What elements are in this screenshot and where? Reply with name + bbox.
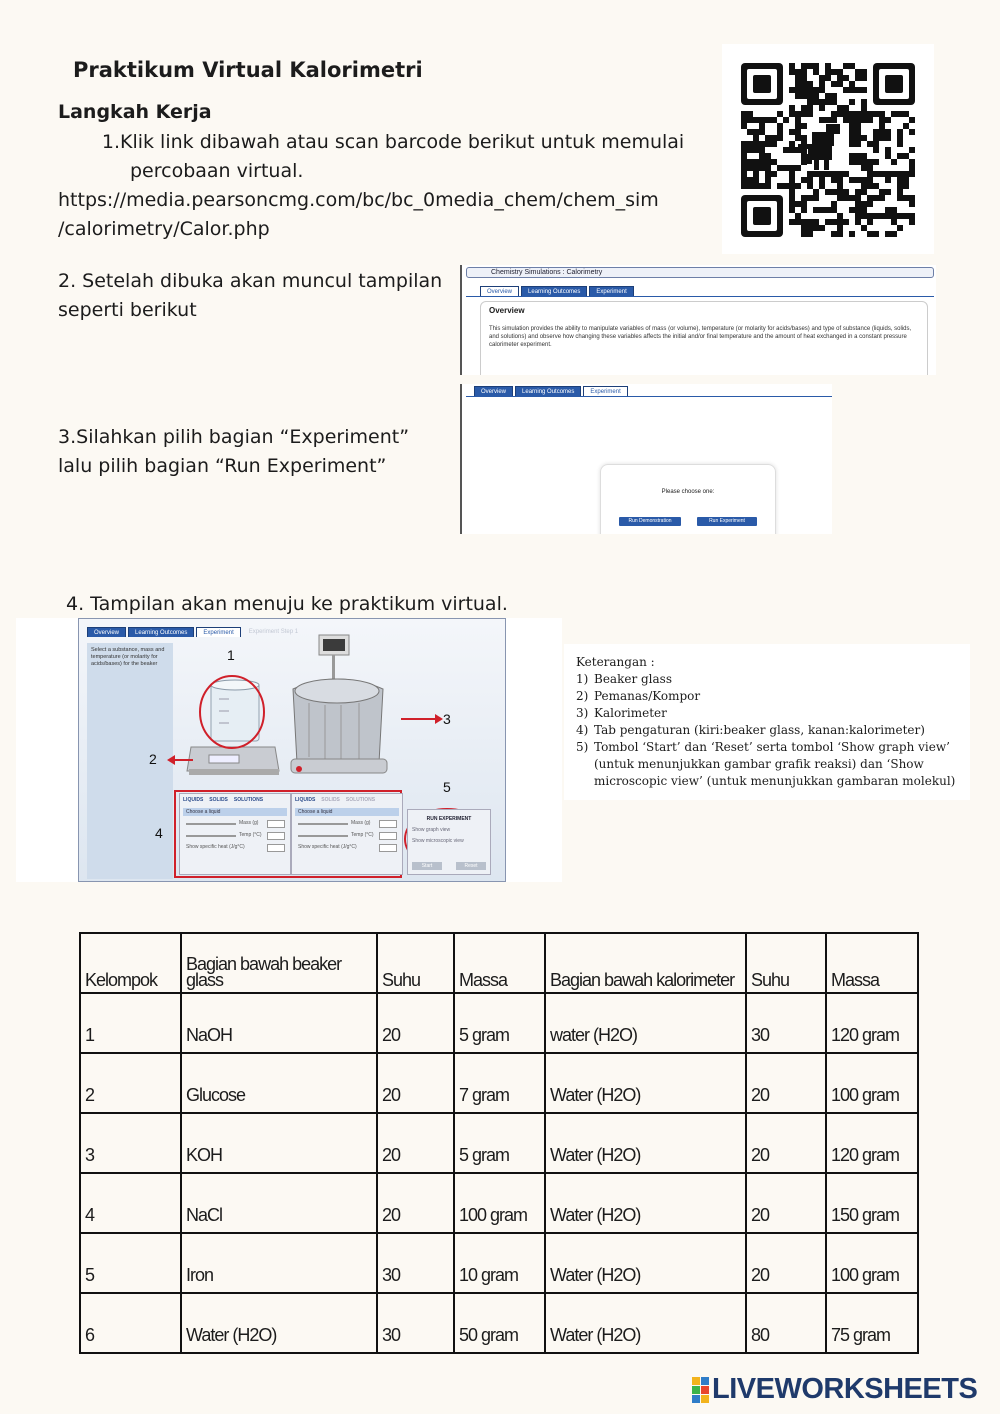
tab-divider — [466, 296, 934, 297]
table-cell: 20 — [746, 1113, 826, 1173]
label-2: 2 — [149, 751, 157, 767]
label-5: 5 — [443, 779, 451, 795]
table-cell: 30 — [746, 993, 826, 1053]
legend-item: 1) Beaker glass — [576, 672, 672, 686]
header-suhu: Suhu — [377, 933, 454, 993]
url-part-1[interactable]: https://media.pearsoncmg.com/bc/bc_0media_chem/chem_sim — [58, 189, 659, 211]
table-cell: 6 — [80, 1293, 181, 1353]
balance-icon — [187, 747, 279, 775]
mass-label: Mass (g) — [239, 820, 259, 826]
steps-heading: Langkah Kerja — [58, 101, 212, 123]
step-1 — [58, 128, 718, 244]
table-cell: Water (H2O) — [181, 1293, 377, 1353]
arrow-to-calorimeter-icon — [401, 714, 443, 724]
tab-solids: SOLIDS — [321, 797, 340, 803]
step-3 — [58, 423, 458, 481]
logo-grid-icon — [692, 1377, 709, 1403]
table-header-row — [80, 933, 918, 993]
specific-heat-label: Show specific heat (J/g°C) — [186, 844, 245, 850]
show-micro-option: Show microscopic view — [412, 838, 464, 844]
table-cell: Glucose — [181, 1053, 377, 1113]
table-cell: Water (H2O) — [545, 1233, 746, 1293]
header-kelompok: Kelompok — [80, 933, 181, 993]
tab-solids: SOLIDS — [209, 797, 228, 803]
table-cell: 20 — [746, 1053, 826, 1113]
table-row — [80, 1113, 918, 1173]
table-cell: 30 — [377, 1233, 454, 1293]
header-massa: Massa — [454, 933, 545, 993]
calorimeter-icon — [291, 635, 387, 773]
tab-solutions: SOLUTIONS — [233, 797, 264, 803]
table-cell: 20 — [377, 1173, 454, 1233]
table-cell: 100 gram — [454, 1173, 545, 1233]
sim-tabs — [480, 286, 634, 296]
table-cell: 5 gram — [454, 993, 545, 1053]
liquid-select: Choose a liquid — [183, 808, 287, 816]
step-3-line-2: lalu pilih bagian “Run Experiment” — [58, 455, 387, 477]
table-cell: 30 — [377, 1293, 454, 1353]
table-cell: 100 gram — [826, 1053, 918, 1113]
step-2-line-2: seperti berikut — [58, 299, 197, 321]
legend-heading: Keterangan : — [576, 655, 655, 669]
table-cell: 75 gram — [826, 1293, 918, 1353]
step-1-line-2 — [58, 157, 718, 186]
table-cell: 150 gram — [826, 1173, 918, 1233]
screenshot-simulation — [16, 618, 562, 882]
table-cell: 5 gram — [454, 1113, 545, 1173]
show-graph-option: Show graph view — [412, 827, 451, 833]
sim-instructions: Select a substance, mass and temperature (or molarity for acids/bases) for the beaker — [87, 643, 173, 879]
table-cell: 100 gram — [826, 1233, 918, 1293]
table-cell: 20 — [746, 1173, 826, 1233]
step-1-number: 1. — [101, 131, 120, 153]
tab-experiment: Experiment — [583, 386, 627, 396]
calorimeter-settings-panel — [291, 793, 403, 875]
table-cell: 20 — [377, 1053, 454, 1113]
page-title: Praktikum Virtual Kalorimetri — [73, 58, 423, 82]
step-2-line-1: 2. Setelah dibuka akan muncul tampilan — [58, 270, 443, 292]
table-cell: 1 — [80, 993, 181, 1053]
tab-experiment: Experiment — [196, 627, 240, 637]
tab-learning-outcomes: Learning Outcomes — [521, 286, 587, 296]
logo-text: LIVEWORKSHEETS — [712, 1373, 978, 1405]
specific-heat-label: Show specific heat (J/g°C) — [298, 844, 357, 850]
liveworksheets-logo — [692, 1373, 977, 1406]
table-row — [80, 1233, 918, 1293]
label-3: 3 — [443, 711, 451, 727]
sim-frame — [78, 618, 506, 882]
tab-liquids: LIQUIDS — [295, 797, 316, 803]
tab-liquids: LIQUIDS — [183, 797, 204, 803]
overview-heading: Overview — [489, 306, 525, 315]
table-cell: 4 — [80, 1173, 181, 1233]
beaker-settings-panel — [179, 793, 291, 875]
table-cell: 7 gram — [454, 1053, 545, 1113]
legend-item: 4) Tab pengaturan (kiri:beaker glass, kanan:kalorimeter) — [576, 723, 925, 737]
reset-button: Reset — [456, 862, 486, 870]
table-cell: 120 gram — [826, 1113, 918, 1173]
table-cell: 2 — [80, 1053, 181, 1113]
table-cell: Water (H2O) — [545, 1053, 746, 1113]
run-experiment-button: Run Experiment — [697, 517, 757, 526]
tab-experiment: Experiment — [589, 286, 633, 296]
table-cell: 20 — [377, 993, 454, 1053]
table-cell: 20 — [746, 1233, 826, 1293]
table-cell: 80 — [746, 1293, 826, 1353]
step-1-url[interactable] — [58, 186, 718, 215]
header-kalorimeter: Bagian bawah kalorimeter — [545, 933, 746, 993]
sim-tabs — [474, 386, 628, 396]
screenshot-overview — [460, 265, 936, 375]
header-massa: Massa — [826, 933, 918, 993]
table-row — [80, 993, 918, 1053]
tab-overview: Overview — [480, 286, 519, 296]
tab-learning-outcomes: Learning Outcomes — [515, 386, 581, 396]
temp-label: Temp (°C) — [351, 832, 374, 838]
table-cell: 5 — [80, 1233, 181, 1293]
table-cell: 3 — [80, 1113, 181, 1173]
tab-experiment-step: Experiment Step 1 — [248, 629, 299, 635]
label-1: 1 — [227, 647, 235, 663]
step-2 — [58, 267, 458, 325]
tab-overview: Overview — [474, 386, 513, 396]
table-cell: KOH — [181, 1113, 377, 1173]
label-4: 4 — [155, 825, 163, 841]
step-1-line-1: Klik link dibawah atau scan barcode berikut untuk memulai — [120, 131, 685, 153]
run-title: RUN EXPERIMENT — [426, 816, 472, 822]
beaker-glass-icon — [211, 680, 259, 741]
table-cell: Water (H2O) — [545, 1293, 746, 1353]
step-1-url-cont[interactable] — [58, 215, 718, 244]
table-cell: Iron — [181, 1233, 377, 1293]
temp-label: Temp (°C) — [239, 832, 262, 838]
legend-item: 2) Pemanas/Kompor — [576, 689, 701, 703]
tab-learning-outcomes: Learning Outcomes — [128, 627, 194, 637]
liquid-select: Choose a liquid — [295, 808, 399, 816]
tab-divider — [466, 396, 832, 397]
start-button: Start — [412, 862, 442, 870]
choose-dialog — [600, 464, 776, 534]
run-demonstration-button: Run Demonstration — [619, 517, 681, 526]
dino-icon — [798, 124, 840, 170]
screenshot-experiment-choice — [460, 384, 832, 534]
overview-text: This simulation provides the ability to manipulate variables of mass (or volume), temperature (or molarity for acids/bases) and type of substance (liquids, solids, and solutions) and observe how changing these variables affects the initial and/or final temperature and the amount of heat exchanged in a constant pressure calorimeter experiment. — [489, 326, 912, 348]
header-beaker: Bagian bawah beaker glass — [181, 933, 377, 993]
tab-overview: Overview — [87, 627, 126, 637]
table-cell: 50 gram — [454, 1293, 545, 1353]
table-cell: 120 gram — [826, 993, 918, 1053]
table-row — [80, 1053, 918, 1113]
table-cell: NaCl — [181, 1173, 377, 1233]
data-table — [79, 932, 919, 1354]
table-cell: 20 — [377, 1113, 454, 1173]
overview-panel — [480, 301, 928, 375]
header-suhu: Suhu — [746, 933, 826, 993]
choose-prompt: Please choose one: — [661, 489, 715, 495]
mass-label: Mass (g) — [351, 820, 371, 826]
legend-box — [564, 644, 970, 800]
legend-item: 3) Kalorimeter — [576, 706, 667, 720]
url-part-2[interactable]: /calorimetry/Calor.php — [58, 218, 270, 240]
table-cell: NaOH — [181, 993, 377, 1053]
table-cell: Water (H2O) — [545, 1113, 746, 1173]
step-3-line-1: 3.Silahkan pilih bagian “Experiment” — [58, 426, 410, 448]
table-cell: 10 gram — [454, 1233, 545, 1293]
sim-window-title: Chemistry Simulations : Calorimetry — [466, 267, 934, 278]
tab-solutions: SOLUTIONS — [345, 797, 376, 803]
table-cell: Water (H2O) — [545, 1173, 746, 1233]
step-4: 4. Tampilan akan menuju ke praktikum virtual. — [66, 593, 508, 615]
legend-item: 5) Tombol ‘Start’ dan ‘Reset’ serta tombol ‘Show graph view’ (untuk menunjukkan gambar grafik reaksi) dan ‘Show microscopic view’ (untuk menunjukkan gambaran molekul) — [576, 740, 956, 788]
table-row — [80, 1173, 918, 1233]
qr-code-image — [722, 44, 934, 254]
table-row — [80, 1293, 918, 1353]
table-cell: water (H2O) — [545, 993, 746, 1053]
step-1-line-2-text: percobaan virtual. — [130, 160, 304, 182]
run-experiment-panel — [407, 809, 491, 875]
